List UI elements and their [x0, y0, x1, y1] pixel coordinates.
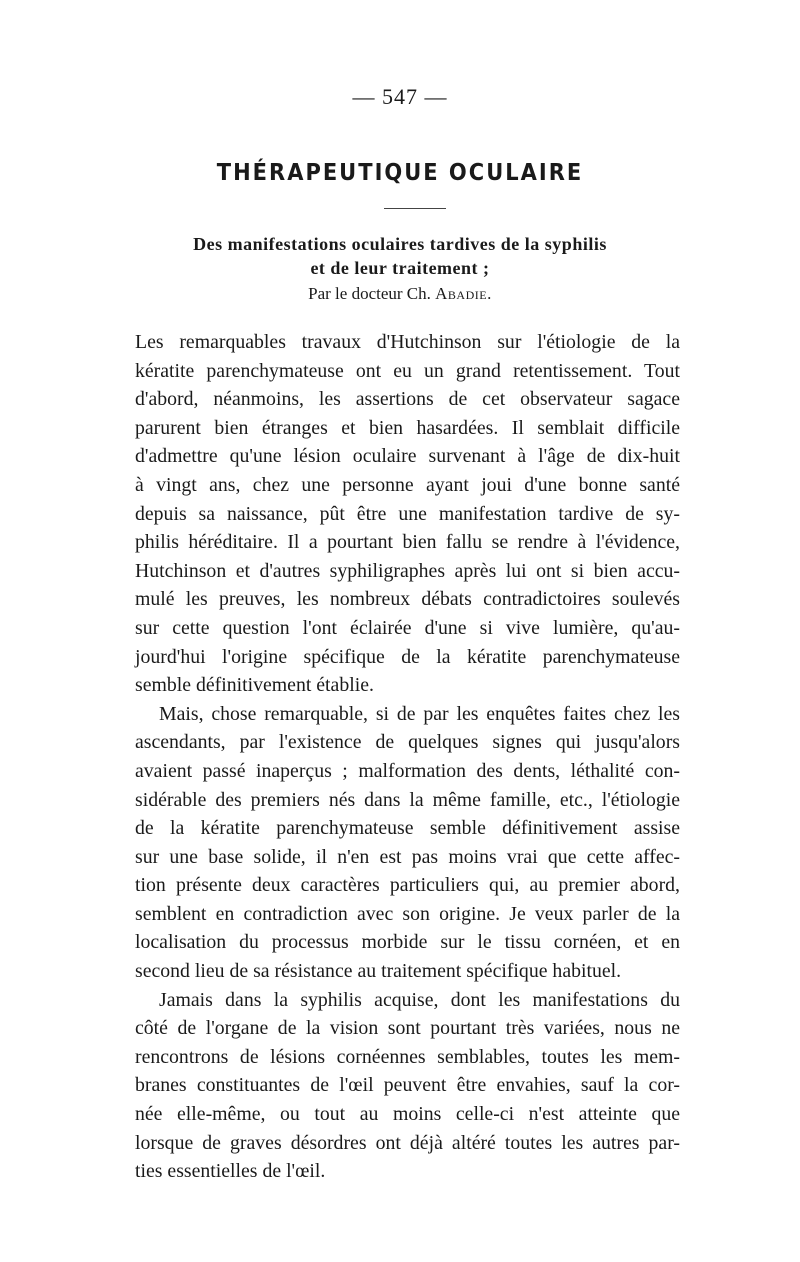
- title-rule: [384, 208, 446, 209]
- paragraph-line: localisation du processus morbide sur le tissu cornéen, et en: [135, 931, 680, 954]
- paragraph-line: à vingt ans, chez une personne ayant joui d'une bonne santé: [135, 473, 680, 496]
- paragraph-line: Les remarquables travaux d'Hutchinson sur l'étiologie de la: [135, 331, 680, 353]
- paragraph-line: philis héréditaire. Il a pourtant bien fallu se rendre à l'évidence,: [135, 531, 680, 554]
- paragraph-line: d'admettre qu'une lésion oculaire survenant à l'âge de dix-huit: [135, 445, 680, 468]
- paragraph-line: d'abord, néanmoins, les assertions de cet observateur sagace: [135, 388, 680, 411]
- page-number: — 547 —: [352, 84, 448, 109]
- paragraph-line: Mais, chose remarquable, si de par les enquêtes faites chez les: [159, 702, 680, 725]
- paragraph-line: mulé les preuves, les nombreux débats contradictoires soulevés: [135, 588, 680, 611]
- paragraph-line: ties essentielles de l'œil.: [135, 1160, 326, 1183]
- paragraph-line: sur cette question l'ont éclairée d'une si vive lumière, qu'au-: [135, 616, 680, 639]
- paragraph-line: second lieu de sa résistance au traitement spécifique habituel.: [135, 960, 622, 983]
- paragraph-line: semble définitivement établie.: [135, 674, 374, 697]
- article-title-line-2: et de leur traitement ;: [310, 258, 490, 278]
- paragraph-line: rencontrons de lésions cornéennes semblables, toutes les mem-: [135, 1045, 680, 1068]
- paragraph-line: lorsque de graves désordres ont déjà altéré toutes les autres par-: [135, 1131, 680, 1154]
- paragraph-line: Hutchinson et d'autres syphiligraphes après lui ont si bien accu-: [135, 559, 680, 582]
- article-title: [0, 232, 800, 280]
- paragraph-line: parurent bien étranges et bien hasardées. Il semblait difficile: [135, 416, 680, 439]
- article-body: [135, 328, 680, 1186]
- paragraph-line: depuis sa naissance, pût être une manifestation tardive de sy-: [135, 502, 680, 525]
- article-title-line-1: Des manifestations oculaires tardives de la syphilis: [193, 234, 607, 254]
- paragraph-line: jourd'hui l'origine spécifique de la kératite parenchymateuse: [135, 645, 680, 668]
- paragraph-line: de la kératite parenchymateuse semble définitivement assise: [135, 817, 680, 840]
- paragraph-line: tion présente deux caractères particuliers qui, au premier abord,: [135, 874, 680, 897]
- paragraph-line: côté de l'organe de la vision sont pourtant très variées, nous ne: [135, 1017, 680, 1040]
- paragraph-line: kératite parenchymateuse ont eu un grand retentissement. Tout: [135, 359, 680, 382]
- paragraph-line: née elle-même, ou tout au moins celle-ci n'est atteinte que: [135, 1103, 680, 1126]
- paragraph-line: ascendants, par l'existence de quelques signes qui jusqu'alors: [135, 731, 680, 754]
- byline: [0, 284, 800, 304]
- paragraph-line: Jamais dans la syphilis acquise, dont les manifestations du: [159, 988, 680, 1011]
- paragraph-line: branes constituantes de l'œil peuvent être envahies, sauf la cor-: [135, 1074, 680, 1097]
- byline-author: Abadie.: [435, 284, 492, 303]
- byline-prefix: Par le docteur Ch.: [308, 284, 431, 303]
- paragraph-line: sur une base solide, il n'en est pas moins vrai que cette affec-: [135, 845, 680, 868]
- section-title: THÉRAPEUTIQUE OCULAIRE: [216, 158, 584, 186]
- paragraph-line: semblent en contradiction avec son origine. Je veux parler de la: [135, 902, 680, 925]
- paragraph-line: avaient passé inaperçus ; malformation des dents, léthalité con-: [135, 759, 680, 782]
- paragraph-line: sidérable des premiers nés dans la même famille, etc., l'étiologie: [135, 788, 680, 811]
